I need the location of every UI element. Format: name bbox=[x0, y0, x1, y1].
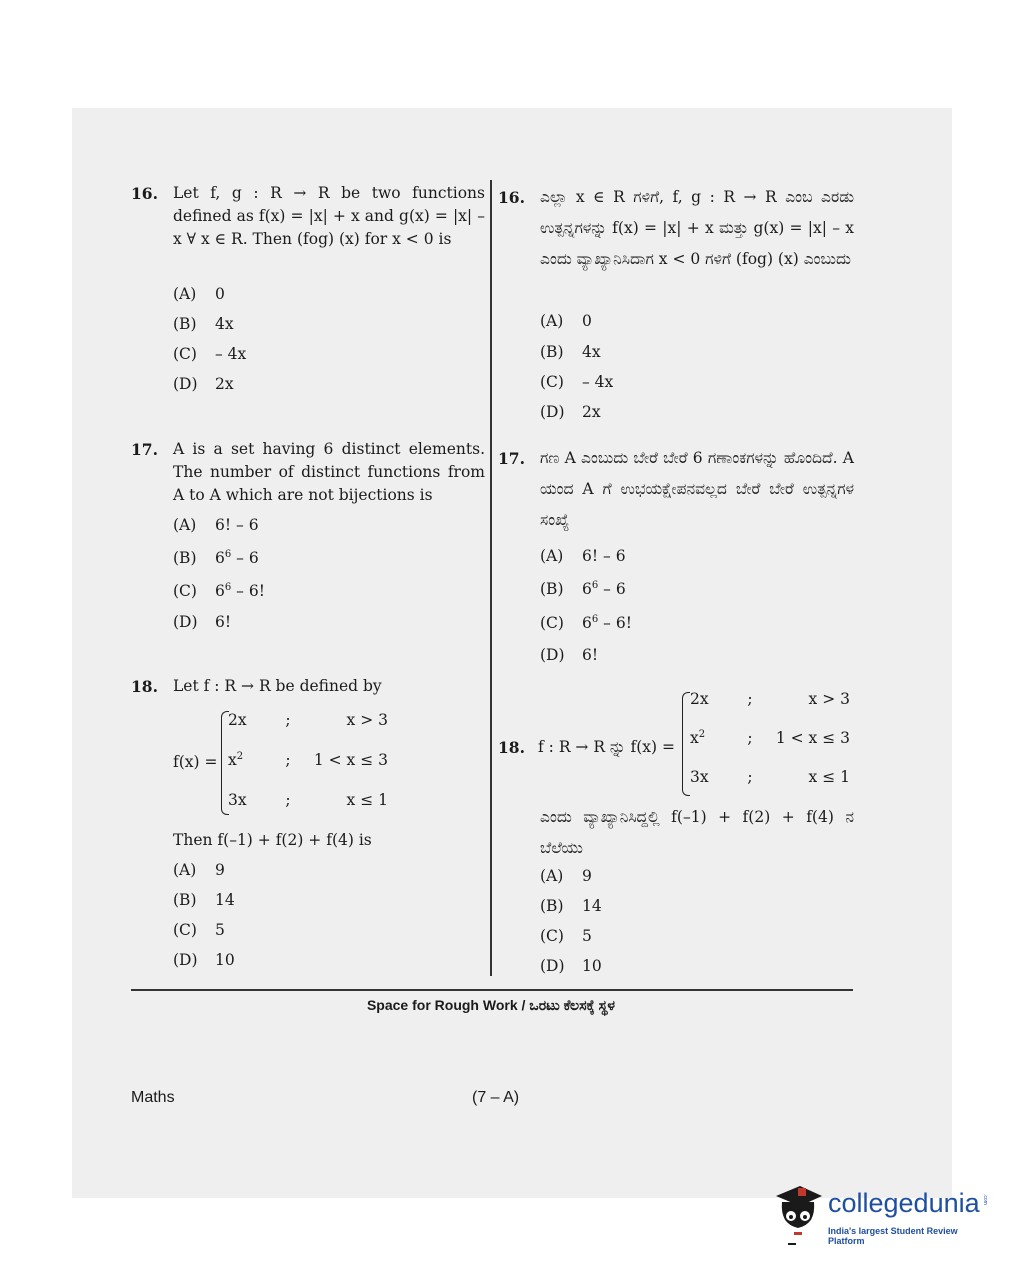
option-d: (D) 2x bbox=[173, 375, 234, 393]
option-d: (D) 2x bbox=[540, 403, 601, 421]
case-row: $x^2$ ; 1 < x ≤ 3 bbox=[228, 751, 388, 769]
question-intro: Let f : R → R be defined by bbox=[173, 677, 382, 695]
option-d: (D) 10 bbox=[540, 957, 602, 975]
option-c: (C) $6^6 - 6$! bbox=[173, 582, 265, 600]
rough-work-label: Space for Rough Work / ಒರಟು ಕೆಲಸಕ್ಕೆ ಸ್ಥಳ bbox=[366, 997, 616, 1013]
question-17-kn bbox=[498, 443, 854, 664]
case-row: 3x ; x ≤ 1 bbox=[228, 791, 388, 809]
question-text: ಗಣ A ಎಂಬುದು ಬೇರೆ ಬೇರೆ 6 ಗಣಾಂಕಗಳನ್ನು ಹೊಂದಿದೆ. A ಯಂದ A ಗೆ ಉಭಯಕ್ಷೇಪನವಲ್ಲದ ಬೇರೆ ಬೇರೆ ಉತ್ಪನ್ನಗಳ ಸಂಖ್ಯೆ bbox=[540, 449, 854, 529]
option-a: (A) 0 bbox=[540, 312, 592, 330]
case-row: 3x ; x ≤ 1 bbox=[690, 768, 850, 786]
option-b: (B) $6^6 - 6$ bbox=[173, 549, 259, 567]
rough-work-divider bbox=[131, 989, 853, 991]
logo-com: .com bbox=[982, 1194, 988, 1205]
column-divider bbox=[490, 180, 492, 976]
option-a: (A) 9 bbox=[173, 861, 225, 879]
question-text: A is a set having 6 distinct elements. The number of distinct functions from A to A which are not bijections is bbox=[173, 440, 485, 504]
question-text: Then f(–1) + f(2) + f(4) is bbox=[173, 831, 372, 849]
question-text: ಎಂದು ವ್ಯಾಖ್ಯಾನಿಸಿದ್ದಲ್ಲಿ f(–1) + f(2) + f(4) ನ ಬೆಲೆಯು bbox=[540, 808, 854, 857]
case-row: 2x ; x > 3 bbox=[690, 690, 850, 708]
question-text: ಎಲ್ಲಾ x ∈ R ಗಳಿಗೆ, f, g : R → R ಎಂಬ ಎರಡು ಉತ್ಪನ್ನಗಳನ್ನು f(x) = |x| + x ಮತ್ತು g(x) = |x| – x ಎಂದು ವ್ಯಾಖ್ಯಾನಿಸಿದಾಗ x < 0 ಗಳಿಗೆ (fog) (x) ಎಂಬುದು bbox=[540, 188, 854, 268]
case-row: 2x ; x > 3 bbox=[228, 711, 388, 729]
option-c: (C) – 4x bbox=[173, 345, 247, 363]
subject-label: Maths bbox=[131, 1089, 175, 1106]
option-c: (C) $6^6 - 6$! bbox=[540, 614, 632, 632]
case-row: $x^2$ ; 1 < x ≤ 3 bbox=[690, 729, 850, 747]
option-b: (B) $6^6 - 6$ bbox=[540, 580, 626, 598]
option-c: (C) 5 bbox=[173, 921, 225, 939]
student-mascot-icon bbox=[770, 1180, 826, 1250]
question-number: 17. bbox=[131, 440, 158, 459]
option-b: (B) 14 bbox=[540, 897, 602, 915]
option-b: (B) 4x bbox=[540, 343, 601, 361]
question-number: 16. bbox=[498, 188, 525, 207]
page-number: (7 – A) bbox=[472, 1089, 520, 1106]
logo-name: collegedunia bbox=[828, 1188, 980, 1218]
option-c: (C) – 4x bbox=[540, 373, 614, 391]
option-a: (A) 6! – 6 bbox=[173, 516, 259, 534]
question-17-en bbox=[131, 438, 485, 631]
logo-tagline: India's largest Student Review Platform bbox=[828, 1226, 958, 1246]
option-a: (A) 9 bbox=[540, 867, 592, 885]
piecewise-function: f(x) = 2x ; x > 3 $x^2$ ; 1 < x ≤ 3 3x ; x ≤ 1 bbox=[173, 703, 485, 821]
option-d: (D) 6! bbox=[173, 613, 232, 631]
question-18-en bbox=[131, 675, 485, 969]
option-d: (D) 6! bbox=[540, 646, 599, 664]
option-a: (A) 0 bbox=[173, 285, 225, 303]
question-16-kn bbox=[498, 182, 854, 421]
option-b: (B) 4x bbox=[173, 315, 234, 333]
option-b: (B) 14 bbox=[173, 891, 235, 909]
option-a: (A) 6! – 6 bbox=[540, 547, 626, 565]
collegedunia-logo bbox=[770, 1180, 995, 1250]
option-c: (C) 5 bbox=[540, 927, 592, 945]
option-d: (D) 10 bbox=[173, 951, 235, 969]
question-text: Let f, g : R → R be two functions defined as f(x) = |x| + x and g(x) = |x| – x ∀ x ∈ R. Then (fog) (x) for x < 0 is bbox=[173, 184, 485, 248]
question-number: 16. bbox=[131, 184, 158, 203]
brace bbox=[682, 692, 690, 796]
question-18-kn bbox=[498, 684, 854, 975]
question-number: 18. bbox=[131, 677, 158, 696]
piecewise-function: 18. f : R → R ನ್ನು f(x) = 2x ; x > 3 $x^2$ ; 1 < x ≤ 3 3x ; x ≤ 1 bbox=[498, 684, 854, 802]
question-number: 17. bbox=[498, 449, 525, 468]
question-16-en bbox=[131, 182, 485, 393]
